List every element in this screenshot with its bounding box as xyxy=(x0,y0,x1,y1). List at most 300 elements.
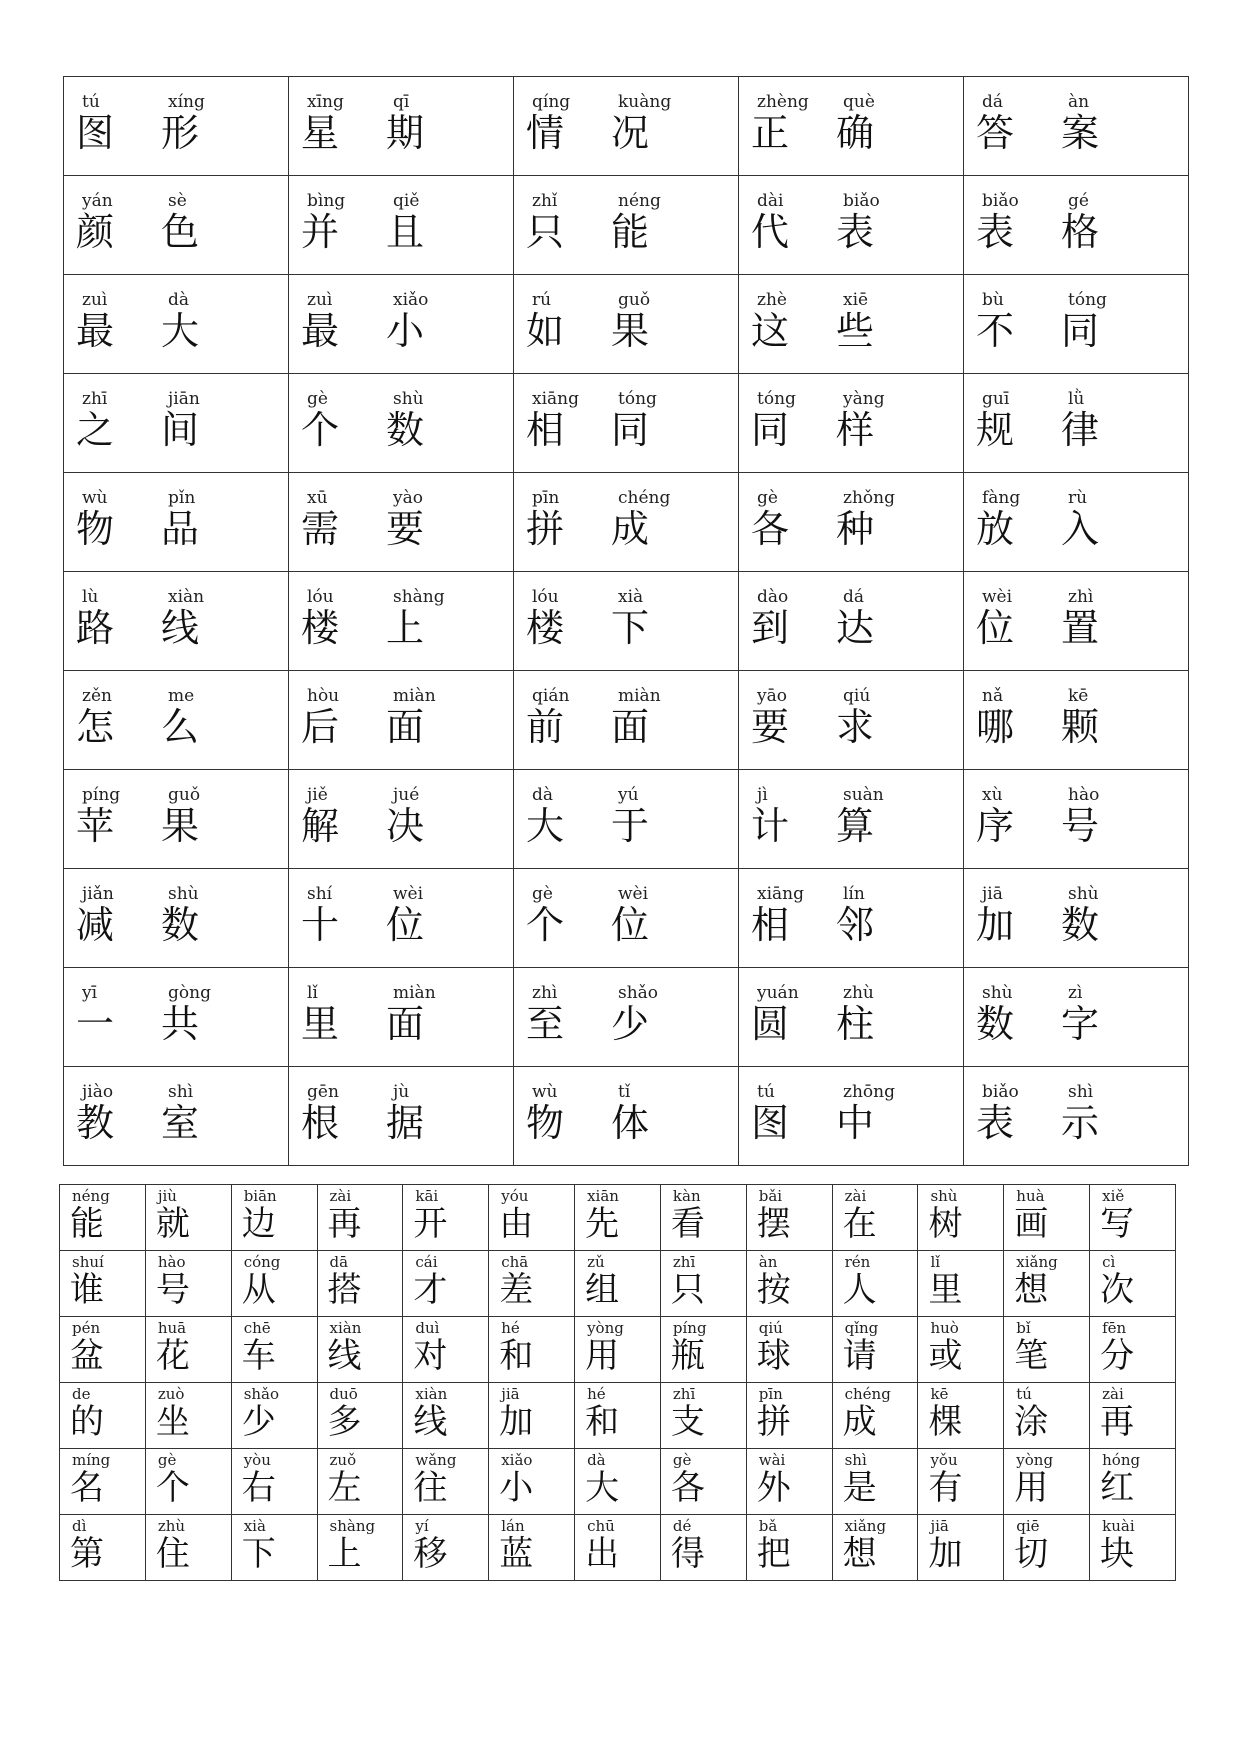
char-pinyin: àn xyxy=(758,1253,778,1271)
word-character: 之 xyxy=(76,408,115,452)
word-character: 共 xyxy=(161,1002,200,1046)
word-cell xyxy=(739,572,964,671)
word-cell xyxy=(964,770,1189,869)
word-character: 间 xyxy=(161,408,200,452)
word-character: 达 xyxy=(836,606,875,650)
word-row xyxy=(64,1067,1189,1166)
char-pinyin: qiē xyxy=(1016,1517,1040,1535)
word-character: 同 xyxy=(1061,309,1100,353)
char-character: 由 xyxy=(499,1204,534,1244)
word-cell xyxy=(289,770,514,869)
char-cell xyxy=(60,1185,146,1251)
char-cell xyxy=(660,1317,746,1383)
char-pinyin: duì xyxy=(415,1319,440,1337)
word-pinyin: guī xyxy=(982,389,1010,409)
char-pinyin: zuò xyxy=(157,1385,185,1403)
char-cell xyxy=(832,1185,918,1251)
char-character: 画 xyxy=(1014,1204,1049,1244)
word-character: 这 xyxy=(751,309,790,353)
word-pinyin: dà xyxy=(168,290,190,310)
word-character: 形 xyxy=(161,111,200,155)
char-cell xyxy=(918,1449,1004,1515)
word-cell xyxy=(289,374,514,473)
word-pinyin: zhè xyxy=(757,290,787,310)
word-pinyin: wèi xyxy=(982,587,1013,607)
char-cell xyxy=(660,1185,746,1251)
char-pinyin: fēn xyxy=(1102,1319,1127,1337)
char-pinyin: huò xyxy=(930,1319,959,1337)
char-character: 有 xyxy=(928,1468,963,1508)
word-cell xyxy=(289,572,514,671)
char-pinyin: xià xyxy=(243,1517,266,1535)
word-cell xyxy=(64,275,289,374)
word-pinyin: jiě xyxy=(307,785,328,805)
char-pinyin: qiú xyxy=(758,1319,783,1337)
char-pinyin: néng xyxy=(72,1187,110,1205)
word-cell xyxy=(739,770,964,869)
word-character: 大 xyxy=(526,804,565,848)
word-character: 色 xyxy=(161,210,200,254)
word-pinyin: zhì xyxy=(532,983,558,1003)
word-character: 减 xyxy=(76,903,115,947)
word-pinyin: bù xyxy=(982,290,1004,310)
char-pinyin: zhù xyxy=(157,1517,186,1535)
char-cell xyxy=(918,1383,1004,1449)
char-pinyin: shù xyxy=(930,1187,958,1205)
char-character: 在 xyxy=(842,1204,877,1244)
word-cell xyxy=(514,770,739,869)
char-pinyin: cóng xyxy=(243,1253,281,1271)
char-pinyin: wǎng xyxy=(415,1451,457,1469)
char-pinyin: shì xyxy=(844,1451,867,1469)
word-pinyin: wù xyxy=(532,1082,558,1102)
word-pinyin: zì xyxy=(1068,983,1083,1003)
word-table xyxy=(63,76,1189,1166)
word-pinyin: dá xyxy=(982,92,1004,112)
char-pinyin: hào xyxy=(157,1253,186,1271)
char-character: 切 xyxy=(1014,1534,1049,1574)
char-cell xyxy=(575,1383,661,1449)
char-pinyin: bǎi xyxy=(758,1187,783,1205)
word-character: 数 xyxy=(386,408,425,452)
word-character: 序 xyxy=(976,804,1015,848)
word-cell xyxy=(739,77,964,176)
char-cell xyxy=(575,1185,661,1251)
char-character: 涂 xyxy=(1014,1402,1049,1442)
char-pinyin: yǒu xyxy=(930,1451,958,1469)
char-cell xyxy=(660,1383,746,1449)
word-pinyin: zhī xyxy=(82,389,108,409)
word-row xyxy=(64,473,1189,572)
word-cell xyxy=(514,473,739,572)
char-cell xyxy=(403,1383,489,1449)
word-cell xyxy=(289,671,514,770)
word-pinyin: bìng xyxy=(307,191,346,211)
word-character: 放 xyxy=(976,507,1015,551)
word-character: 面 xyxy=(386,1002,425,1046)
word-row xyxy=(64,671,1189,770)
word-character: 路 xyxy=(76,606,115,650)
word-character: 案 xyxy=(1061,111,1100,155)
char-cell xyxy=(1090,1251,1176,1317)
char-pinyin: chū xyxy=(587,1517,615,1535)
word-character: 位 xyxy=(611,903,650,947)
word-character: 不 xyxy=(976,309,1015,353)
char-cell xyxy=(660,1449,746,1515)
char-character: 里 xyxy=(928,1270,963,1310)
word-character: 解 xyxy=(301,804,340,848)
word-pinyin: zhǐ xyxy=(532,191,558,211)
word-pinyin: qián xyxy=(532,686,570,706)
char-cell xyxy=(575,1251,661,1317)
word-cell xyxy=(514,968,739,1067)
char-cell xyxy=(1004,1185,1090,1251)
char-cell xyxy=(746,1185,832,1251)
word-character: 一 xyxy=(76,1002,115,1046)
word-pinyin: yāo xyxy=(757,686,787,706)
char-pinyin: bǎ xyxy=(758,1517,778,1535)
word-cell xyxy=(64,176,289,275)
char-character: 请 xyxy=(842,1336,877,1376)
word-character: 要 xyxy=(386,507,425,551)
char-character: 搭 xyxy=(327,1270,362,1310)
char-cell xyxy=(317,1251,403,1317)
char-pinyin: zuǒ xyxy=(329,1451,357,1469)
word-character: 前 xyxy=(526,705,565,749)
char-character: 上 xyxy=(327,1534,362,1574)
word-pinyin: yuán xyxy=(757,983,799,1003)
word-character: 么 xyxy=(161,705,200,749)
char-cell xyxy=(231,1449,317,1515)
word-character: 情 xyxy=(526,111,565,155)
char-pinyin: chā xyxy=(501,1253,529,1271)
char-cell xyxy=(1004,1383,1090,1449)
char-cell xyxy=(231,1185,317,1251)
word-cell xyxy=(739,374,964,473)
word-character: 星 xyxy=(301,111,340,155)
char-character: 坐 xyxy=(155,1402,190,1442)
word-character: 规 xyxy=(976,408,1015,452)
word-pinyin: shí xyxy=(307,884,333,904)
word-character: 位 xyxy=(386,903,425,947)
char-character: 用 xyxy=(585,1336,620,1376)
char-row xyxy=(60,1317,1176,1383)
word-character: 果 xyxy=(611,309,650,353)
word-pinyin: chéng xyxy=(618,488,671,508)
word-cell xyxy=(964,77,1189,176)
word-character: 柱 xyxy=(836,1002,875,1046)
char-cell xyxy=(746,1515,832,1581)
word-cell xyxy=(964,572,1189,671)
char-cell xyxy=(145,1383,231,1449)
word-pinyin: kē xyxy=(1068,686,1089,706)
word-character: 要 xyxy=(751,705,790,749)
word-character: 颜 xyxy=(76,210,115,254)
word-cell xyxy=(289,275,514,374)
word-character: 据 xyxy=(386,1101,425,1145)
char-pinyin: hé xyxy=(587,1385,606,1403)
char-cell xyxy=(1090,1185,1176,1251)
word-pinyin: jù xyxy=(393,1082,410,1102)
char-character: 右 xyxy=(241,1468,276,1508)
char-cell xyxy=(746,1317,832,1383)
char-character: 加 xyxy=(928,1534,963,1574)
word-character: 表 xyxy=(976,210,1015,254)
char-pinyin: píng xyxy=(672,1319,707,1337)
char-character: 瓶 xyxy=(670,1336,705,1376)
char-cell xyxy=(317,1515,403,1581)
word-pinyin: zhèng xyxy=(757,92,809,112)
char-cell xyxy=(60,1251,146,1317)
word-pinyin: tóng xyxy=(1068,290,1107,310)
word-character: 表 xyxy=(976,1101,1015,1145)
char-character: 谁 xyxy=(70,1270,104,1310)
char-character: 多 xyxy=(327,1402,362,1442)
char-pinyin: dé xyxy=(672,1517,692,1535)
word-pinyin: xiē xyxy=(843,290,869,310)
char-character: 小 xyxy=(499,1468,534,1508)
word-row xyxy=(64,968,1189,1067)
char-cell xyxy=(1004,1317,1090,1383)
word-character: 各 xyxy=(751,507,790,551)
char-character: 人 xyxy=(842,1270,877,1310)
word-pinyin: pǐn xyxy=(168,488,196,508)
word-character: 样 xyxy=(836,408,875,452)
word-pinyin: qiě xyxy=(393,191,420,211)
word-pinyin: hòu xyxy=(307,686,340,706)
word-pinyin: jiān xyxy=(168,389,200,409)
word-pinyin: shì xyxy=(1068,1082,1094,1102)
char-cell xyxy=(317,1185,403,1251)
char-cell xyxy=(489,1449,575,1515)
char-row xyxy=(60,1185,1176,1251)
word-character: 少 xyxy=(611,1002,650,1046)
word-character: 相 xyxy=(751,903,790,947)
word-pinyin: gé xyxy=(1068,191,1089,211)
word-character: 图 xyxy=(76,111,115,155)
word-pinyin: jiā xyxy=(982,884,1003,904)
char-pinyin: pén xyxy=(72,1319,101,1337)
word-pinyin: biǎo xyxy=(982,191,1019,211)
word-pinyin: lóu xyxy=(532,587,559,607)
word-character: 数 xyxy=(161,903,200,947)
char-cell xyxy=(660,1515,746,1581)
char-pinyin: pīn xyxy=(758,1385,783,1403)
word-pinyin: kuàng xyxy=(618,92,672,112)
char-character: 线 xyxy=(413,1402,448,1442)
char-character: 球 xyxy=(756,1336,791,1376)
word-pinyin: dào xyxy=(757,587,789,607)
char-character: 对 xyxy=(413,1336,448,1376)
word-row xyxy=(64,176,1189,275)
word-character: 正 xyxy=(751,111,790,155)
word-pinyin: jì xyxy=(757,785,768,805)
char-character: 次 xyxy=(1100,1270,1135,1310)
word-pinyin: gòng xyxy=(168,983,211,1003)
char-character: 棵 xyxy=(928,1402,963,1442)
word-character: 数 xyxy=(976,1002,1015,1046)
char-cell xyxy=(60,1449,146,1515)
char-character: 号 xyxy=(155,1270,190,1310)
char-cell xyxy=(145,1251,231,1317)
word-character: 至 xyxy=(526,1002,565,1046)
word-character: 拼 xyxy=(526,507,565,551)
char-character: 分 xyxy=(1100,1336,1135,1376)
word-cell xyxy=(64,1067,289,1166)
word-pinyin: rú xyxy=(532,290,552,310)
word-row xyxy=(64,869,1189,968)
char-pinyin: zhī xyxy=(672,1253,696,1271)
word-row xyxy=(64,77,1189,176)
word-character: 确 xyxy=(836,111,875,155)
char-cell xyxy=(918,1515,1004,1581)
word-pinyin: gēn xyxy=(307,1082,339,1102)
char-cell xyxy=(575,1515,661,1581)
word-pinyin: hào xyxy=(1068,785,1100,805)
word-pinyin: dài xyxy=(757,191,784,211)
char-cell xyxy=(489,1515,575,1581)
word-character: 怎 xyxy=(76,705,115,749)
word-pinyin: miàn xyxy=(393,983,436,1003)
word-cell xyxy=(739,1067,964,1166)
char-pinyin: zài xyxy=(329,1187,352,1205)
char-cell xyxy=(660,1251,746,1317)
word-cell xyxy=(64,968,289,1067)
char-cell xyxy=(746,1383,832,1449)
char-pinyin: jiā xyxy=(501,1385,520,1403)
character-table xyxy=(59,1184,1176,1581)
word-cell xyxy=(964,374,1189,473)
word-character: 加 xyxy=(976,903,1015,947)
word-pinyin: yàng xyxy=(843,389,885,409)
char-character: 出 xyxy=(585,1534,620,1574)
word-character: 室 xyxy=(161,1101,200,1145)
word-cell xyxy=(514,374,739,473)
word-pinyin: gè xyxy=(307,389,328,409)
word-pinyin: zhōng xyxy=(843,1082,895,1102)
char-row xyxy=(60,1383,1176,1449)
word-character: 个 xyxy=(526,903,565,947)
word-character: 只 xyxy=(526,210,565,254)
word-pinyin: jiào xyxy=(82,1082,114,1102)
word-pinyin: rù xyxy=(1068,488,1088,508)
word-pinyin: gè xyxy=(532,884,553,904)
word-pinyin: me xyxy=(168,686,195,706)
char-character: 才 xyxy=(413,1270,448,1310)
char-pinyin: dì xyxy=(72,1517,87,1535)
char-character: 写 xyxy=(1100,1204,1135,1244)
word-pinyin: xíng xyxy=(168,92,205,112)
char-cell xyxy=(575,1317,661,1383)
char-pinyin: bǐ xyxy=(1016,1319,1031,1337)
word-character: 体 xyxy=(611,1101,650,1145)
char-cell xyxy=(231,1317,317,1383)
char-cell xyxy=(145,1185,231,1251)
word-cell xyxy=(289,968,514,1067)
word-pinyin: dá xyxy=(843,587,865,607)
char-cell xyxy=(575,1449,661,1515)
char-pinyin: rén xyxy=(844,1253,871,1271)
word-pinyin: yī xyxy=(82,983,98,1003)
word-character: 楼 xyxy=(301,606,340,650)
word-pinyin: miàn xyxy=(393,686,436,706)
char-pinyin: chē xyxy=(243,1319,271,1337)
word-cell xyxy=(739,671,964,770)
char-character: 花 xyxy=(155,1336,190,1376)
char-character: 成 xyxy=(842,1402,877,1442)
word-character: 入 xyxy=(1061,507,1100,551)
word-pinyin: lín xyxy=(843,884,865,904)
char-cell xyxy=(832,1317,918,1383)
word-character: 计 xyxy=(751,804,790,848)
word-pinyin: nǎ xyxy=(982,686,1004,706)
char-cell xyxy=(1004,1449,1090,1515)
word-pinyin: tǐ xyxy=(618,1082,631,1102)
char-cell xyxy=(746,1251,832,1317)
word-character: 况 xyxy=(611,111,650,155)
word-pinyin: lǐ xyxy=(307,983,318,1003)
char-character: 个 xyxy=(155,1468,190,1508)
word-character: 物 xyxy=(76,507,115,551)
char-pinyin: chéng xyxy=(844,1385,891,1403)
char-character: 盆 xyxy=(70,1336,104,1376)
char-character: 支 xyxy=(670,1402,705,1442)
char-cell xyxy=(489,1251,575,1317)
word-character: 位 xyxy=(976,606,1015,650)
char-pinyin: xiàn xyxy=(329,1319,362,1337)
char-pinyin: duō xyxy=(329,1385,358,1403)
word-pinyin: xū xyxy=(307,488,328,508)
word-pinyin: shàng xyxy=(393,587,445,607)
char-cell xyxy=(145,1317,231,1383)
word-cell xyxy=(739,869,964,968)
word-pinyin: pīn xyxy=(532,488,560,508)
char-row xyxy=(60,1515,1176,1581)
word-cell xyxy=(514,572,739,671)
char-character: 就 xyxy=(155,1204,190,1244)
char-pinyin: míng xyxy=(72,1451,111,1469)
word-cell xyxy=(64,671,289,770)
word-pinyin: gè xyxy=(757,488,778,508)
word-cell xyxy=(289,869,514,968)
word-character: 物 xyxy=(526,1101,565,1145)
word-character: 小 xyxy=(386,309,425,353)
char-character: 第 xyxy=(70,1534,104,1574)
word-cell xyxy=(739,968,964,1067)
word-character: 号 xyxy=(1061,804,1100,848)
char-character: 想 xyxy=(842,1534,877,1574)
word-pinyin: xiāng xyxy=(757,884,804,904)
word-pinyin: jiǎn xyxy=(82,884,114,904)
char-cell xyxy=(403,1449,489,1515)
char-cell xyxy=(403,1185,489,1251)
word-pinyin: yào xyxy=(393,488,423,508)
word-character: 线 xyxy=(161,606,200,650)
word-pinyin: zuì xyxy=(307,290,333,310)
word-pinyin: zhǒng xyxy=(843,488,895,508)
char-pinyin: wài xyxy=(758,1451,786,1469)
char-cell xyxy=(489,1383,575,1449)
word-row xyxy=(64,275,1189,374)
char-cell xyxy=(403,1317,489,1383)
word-cell xyxy=(514,869,739,968)
word-character: 求 xyxy=(836,705,875,749)
char-character: 移 xyxy=(413,1534,448,1574)
char-character: 蓝 xyxy=(499,1534,534,1574)
word-pinyin: dà xyxy=(532,785,554,805)
word-character: 同 xyxy=(611,408,650,452)
word-row xyxy=(64,374,1189,473)
